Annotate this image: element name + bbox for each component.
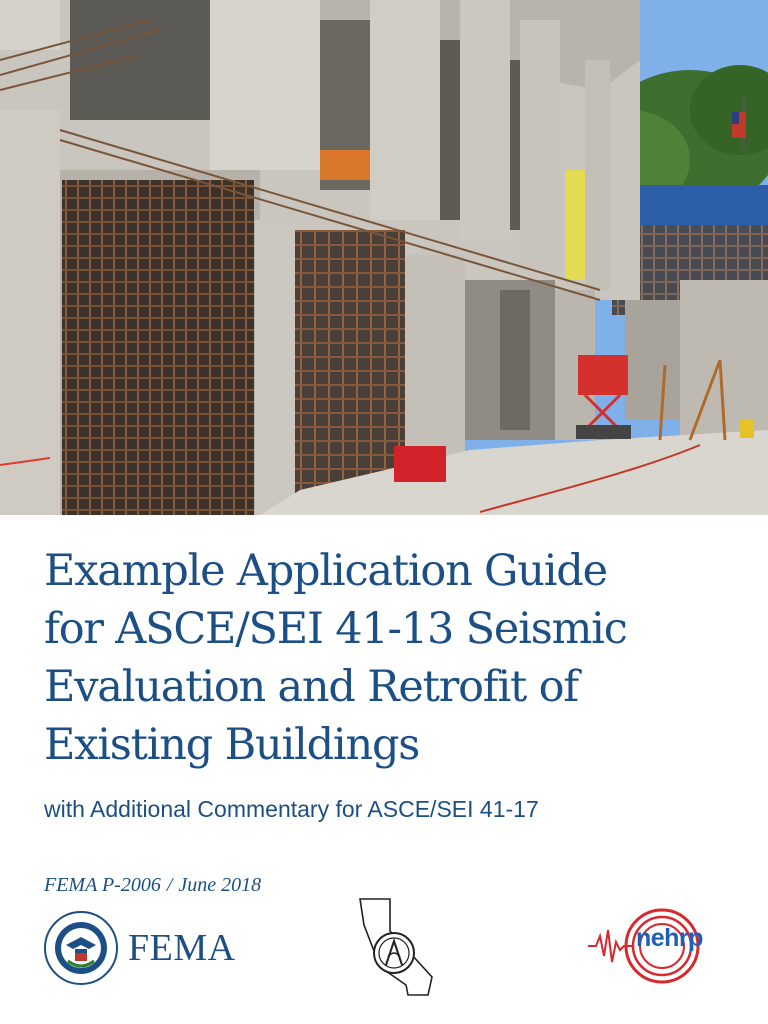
california-seaoc-icon — [356, 895, 440, 999]
dhs-seal-icon — [44, 911, 118, 985]
document-subtitle: with Additional Commentary for ASCE/SEI 41-17 — [44, 796, 539, 822]
title-line: for ASCE/SEI 41-13 Seismic — [44, 604, 627, 654]
title-line: Evaluation and Retrofit of — [44, 662, 578, 712]
fema-wordmark: FEMA — [128, 927, 236, 969]
publication-info — [44, 874, 261, 897]
publication-date: June 2018 — [178, 874, 262, 896]
title-line: Example Application Guide — [44, 546, 607, 596]
fema-logo — [44, 910, 236, 986]
document-title — [44, 542, 744, 774]
nehrp-wordmark: nehrp — [636, 924, 703, 952]
title-line: Existing Buildings — [44, 720, 420, 770]
publication-number: FEMA P-2006 — [44, 874, 161, 896]
publication-separator: / — [166, 874, 173, 896]
